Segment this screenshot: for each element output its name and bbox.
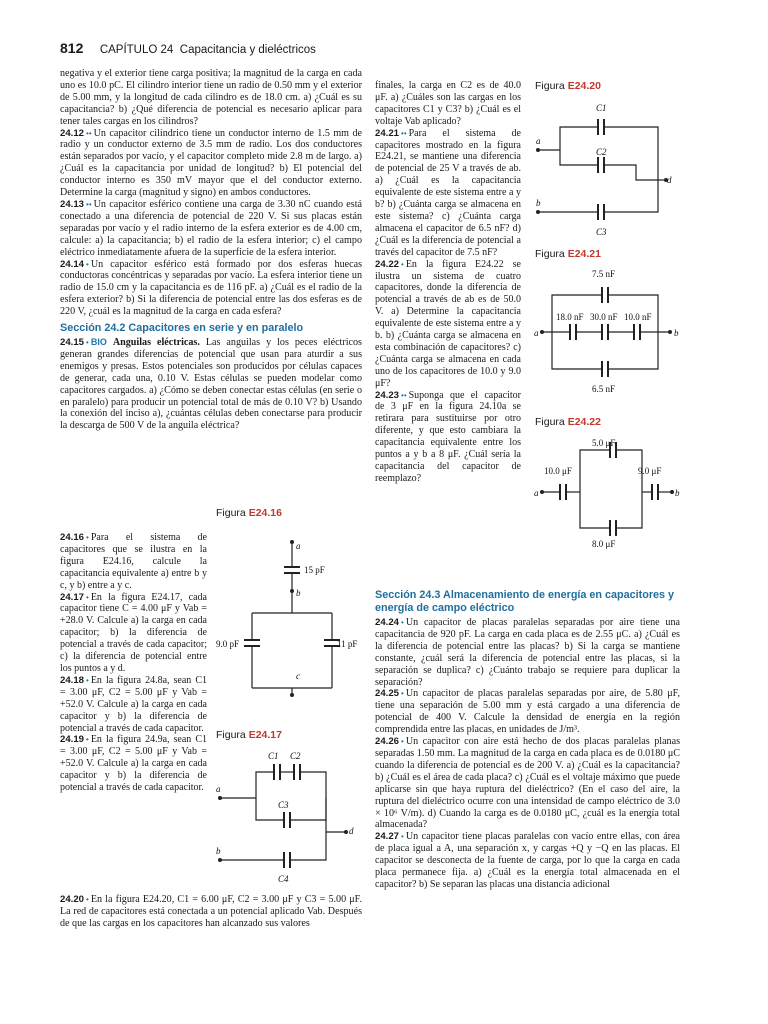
label-c1: C1 bbox=[596, 103, 607, 113]
column-2-bottom bbox=[375, 585, 680, 891]
problem-text: Un capacitor cilíndrico tiene un conductor interno de 1.5 mm de radio y un conductor externo de 3.5 mm de radio. Los dos conductores están separados por vacío, y el capacitor completo mide 2.8 m de largo. a) ¿Cuál es la capacitancia por unidad de longitud? b) El potencial del conductor interno es 350 mV mayor que el del conductor externo. Determine la carga (magnitud y signo) en ambos conductores. bbox=[60, 127, 362, 199]
page-header bbox=[60, 40, 316, 58]
problem-text: Suponga que el capacitor de 3 μF en la figura 24.10a se retirara para sustituirse por otro diferente, y que esto cambiara la capacitancia equivalente entre los puntos a y b a 8 μF. ¿Cuál sería la capacitancia del capacitor de reemplazo? bbox=[375, 389, 521, 484]
problem-24-27 bbox=[375, 831, 680, 891]
label-a: a bbox=[536, 136, 541, 146]
figure-e24-20-circuit bbox=[530, 95, 690, 240]
label-c3: C3 bbox=[278, 800, 289, 810]
figure-prefix: Figura bbox=[216, 729, 246, 741]
difficulty-dots: • bbox=[401, 737, 404, 747]
problem-text: En la figura 24.9a, sean C1 = 3.00 μF, C2 = 5.00 μF y Vab = +52.0 V. Calcule a) la carga en cada capacitor y b) la diferencia de potencial a través de cada capacitor. bbox=[60, 734, 207, 794]
problem-number: 24.16 bbox=[60, 532, 85, 543]
difficulty-dots: • bbox=[86, 895, 89, 904]
cap-label-5uf: 5.0 μF bbox=[592, 438, 616, 448]
label-c: c bbox=[296, 671, 300, 681]
figure-prefix: Figura bbox=[535, 80, 565, 92]
cap-label-9uf: 9.0 μF bbox=[638, 466, 662, 476]
problem-24-22 bbox=[375, 259, 521, 390]
problem-text: Un capacitor con aire está hecho de dos placas paralelas planas separadas 1.50 mm. La magnitud de la carga en cada placa es de 0.0180 μC cuando la diferencia de potencial es de 200 V. a) ¿Cuál es la capacitancia? b) ¿Cuál es el área de cada placa? c) ¿Cuál es el voltaje máximo que puede aplicarse sin que haya ruptura del dieléctrico? (En el caso del aire, la ruptura del dieléctrico ocurre con una intensidad de campo eléctrico de 3.0 × 10⁶ V/m). d) Cuando la carga es de 0.0180 μC, ¿cuál es la energía total almacenada? bbox=[375, 736, 680, 831]
problem-24-19 bbox=[60, 734, 207, 794]
problem-number: 24.19 bbox=[60, 734, 85, 746]
problem-number: 24.20 bbox=[60, 894, 85, 905]
problem-number: 24.21 bbox=[375, 127, 400, 139]
label-b: b bbox=[296, 588, 301, 598]
figure-e24-20-caption bbox=[535, 80, 601, 92]
label-b: b bbox=[674, 328, 679, 338]
cap-label-6-5nf: 6.5 nF bbox=[592, 384, 616, 394]
problem-text: En la figura E24.22 se ilustra un sistema de cuatro capacitores, donde la diferencia de potencial a través de ab es de 50.0 V. a) Determine la capacitancia equivalente de este sistema entre a y b. b) ¿Cuánta carga se almacena en esta combinación de capacitores? c) ¿Cuánta carga se almacena en cada uno de los capacitores de 10.0 y 9.0 μF? bbox=[375, 258, 521, 389]
problem-text: Un capacitor esférico está formado por dos esferas huecas conductoras concéntricas y separadas por vacío. La esfera interior tiene un radio de 15.0 cm y la capacitancia es de 116 pF. a) ¿Cuál es el radio de la esfera exterior? b) Si la diferencia de potencial entre las dos esferas es de 220 V, ¿cuál es la magnitud de la carga en cada esfera? bbox=[60, 258, 362, 318]
cap-label-11pf: 11 pF bbox=[337, 639, 358, 649]
problem-text: Un capacitor de placas paralelas separadas por aire tiene una capacitancia de 920 pF. La carga en cada placa es de 2.55 μC. a) ¿Cuál es la diferencia de potencial entre las placas? b) Si la carga se mantiene constante, ¿cuál será la diferencia de potencial entre las placas, si la separación se duplica? c) ¿Cuánto trabajo se requiere para duplicar la separación? bbox=[375, 617, 680, 688]
cap-label-10uf: 10.0 μF bbox=[544, 466, 572, 476]
cap-label-9pf: 9.0 pF bbox=[216, 639, 240, 649]
figure-prefix: Figura bbox=[535, 248, 565, 260]
difficulty-dots: •• bbox=[86, 128, 92, 138]
problem-continuation: negativa y el exterior tiene carga positiva; la magnitud de la carga en cada uno es 10.0 pC. El cilindro interior tiene un radio de 0.50 mm y el exterior de 5.00 mm, y la longitud de cada cilindro es de 18.0 cm. a) ¿Cuál es su capacitancia? b) ¿Qué diferencia de potencial es necesario aplicar para tener tales cargas en los cilindros? bbox=[60, 68, 362, 127]
terminal-c bbox=[290, 693, 294, 697]
difficulty-dots: •• bbox=[86, 199, 92, 209]
label-a: a bbox=[216, 784, 221, 794]
chapter-title: Capacitancia y dieléctricos bbox=[179, 44, 316, 56]
column-1-top bbox=[60, 68, 362, 432]
cap-label-10nf: 10.0 nF bbox=[624, 312, 652, 322]
difficulty-dots: • bbox=[86, 735, 89, 745]
label-c4: C4 bbox=[278, 874, 289, 884]
label-d: d bbox=[667, 175, 672, 185]
difficulty-dots: • bbox=[401, 689, 404, 699]
problem-title: Anguilas eléctricas. bbox=[112, 337, 200, 349]
section-heading: Sección 24.2 Capacitores en serie y en paralelo bbox=[60, 322, 304, 335]
problem-number: 24.13 bbox=[60, 198, 85, 210]
problem-text: Para el sistema de capacitores mostrado en la figura E24.21, se mantiene una diferencia de potencial de 25 V a través de ab. a) ¿Cuál es la capacitancia equivalente de este sistema entre a y b? b) ¿Cuánta carga se almacena en este sistema? c) ¿Cuánta carga almacena el capacitor de 6.5 nF? d) ¿Cuál es la diferencia de potencial a través del capacitor de 7.5 nF? bbox=[375, 127, 521, 258]
difficulty-dots: • bbox=[401, 618, 404, 627]
label-c1: C1 bbox=[268, 751, 279, 761]
terminal-b bbox=[290, 589, 294, 593]
problem-text: Las anguilas y los peces eléctricos generan grandes diferencias de potencial que usan para aturdir a sus enemigos y presas. Estos potenciales son producidos por células capaces de generar, cada una, 0.10 V. Estas células se pueden modelar como capacitores cargados. a) ¿Cómo se deben conectar estas células (en serie o en paralelo) para producir un potencial total de más de 0.10 V? b) Usando la conexión del inciso a), ¿cuántas células deben conectarse para producir la descarga de 500 V de la anguila eléctrica? bbox=[60, 337, 362, 432]
problem-continuation: finales, la carga en C2 es de 40.0 μF. a) ¿Cuáles son las cargas en los capacitores C1 y C3? b) ¿Cuál es el voltaje Vab aplicado? bbox=[375, 80, 521, 127]
problem-text: Un capacitor de placas paralelas separadas por aire, de 5.80 μF, tiene una separación de 5.00 mm y está cargado a una diferencia de potencial de 400 V. Calcule la densidad de energía en la región comprendida entre las placas, en unidades de J/m³. bbox=[375, 688, 680, 736]
problem-24-24 bbox=[375, 617, 680, 688]
figure-e24-21-caption bbox=[535, 248, 601, 260]
problem-number: 24.18 bbox=[60, 674, 85, 686]
figure-e24-16-circuit bbox=[210, 520, 370, 700]
cap-label-30nf: 30.0 nF bbox=[590, 312, 618, 322]
problem-24-13 bbox=[60, 199, 362, 259]
figure-e24-22-circuit bbox=[530, 430, 690, 550]
difficulty-dots: • bbox=[86, 259, 89, 269]
problem-number: 24.15 bbox=[60, 337, 85, 349]
difficulty-dots: • bbox=[86, 675, 89, 685]
figure-code: E24.20 bbox=[567, 80, 601, 92]
label-c3: C3 bbox=[596, 227, 607, 237]
difficulty-dots: • bbox=[86, 533, 89, 542]
problem-number: 24.26 bbox=[375, 736, 400, 748]
label-b: b bbox=[536, 198, 541, 208]
terminal-a bbox=[290, 540, 294, 544]
label-b: b bbox=[216, 846, 221, 856]
page-number: 812 bbox=[60, 40, 84, 56]
column-1-narrow bbox=[60, 532, 207, 794]
figure-code: E24.16 bbox=[248, 507, 282, 519]
label-b: b bbox=[675, 488, 680, 498]
column-1-bottom bbox=[60, 894, 362, 930]
problem-24-12 bbox=[60, 128, 362, 199]
cap-label-7-5nf: 7.5 nF bbox=[592, 269, 616, 279]
problem-number: 24.24 bbox=[375, 617, 400, 628]
figure-e24-21-circuit bbox=[530, 262, 690, 402]
difficulty-dots: • bbox=[86, 592, 89, 602]
figure-e24-16-caption bbox=[216, 507, 282, 519]
problem-number: 24.22 bbox=[375, 258, 400, 270]
bio-tag: BIO bbox=[90, 337, 107, 348]
problem-number: 24.17 bbox=[60, 591, 85, 603]
figure-prefix: Figura bbox=[535, 416, 565, 428]
section-heading: Sección 24.3 Almacenamiento de energía en capacitores y energía de campo eléctrico bbox=[375, 589, 675, 614]
problem-number: 24.12 bbox=[60, 127, 85, 139]
figure-e24-17-circuit bbox=[210, 742, 370, 887]
cap-label-8uf: 8.0 μF bbox=[592, 539, 616, 549]
problem-text: En la figura 24.8a, sean C1 = 3.00 μF, C2 = 5.00 μF y Vab = +52.0 V. Calcule a) la carga en cada capacitor y b) la diferencia de potencial a través de cada capacitor. bbox=[60, 674, 207, 734]
figure-code: E24.21 bbox=[567, 248, 601, 260]
problem-24-20 bbox=[60, 894, 362, 930]
column-2-narrow bbox=[375, 80, 521, 485]
problem-text: Un capacitor esférico contiene una carga de 3.30 nC cuando está conectado a una diferencia de potencial de 220 V. Si sus placas están separadas por vacío y el radio interno de la esfera exterior es de 4.00 cm, calcule: a) la capacitancia; b) el radio de la esfera interior; c) el campo eléctrico inmediatamente afuera de la superficie de la esfera interior. bbox=[60, 198, 362, 258]
label-a: a bbox=[296, 541, 301, 551]
problem-24-14 bbox=[60, 259, 362, 319]
cap-label-15pf: 15 pF bbox=[304, 565, 325, 575]
problem-text: En la figura E24.20, C1 = 6.00 μF, C2 = 3.00 μF y C3 = 5.00 μF. La red de capacitores está conectada a un potencial aplicado Vab. Después de que las cargas en los capacitores han alcanzado sus valores bbox=[60, 894, 362, 929]
problem-number: 24.23 bbox=[375, 389, 400, 401]
problem-24-23 bbox=[375, 390, 521, 485]
chapter-label: CAPÍTULO 24 bbox=[99, 44, 174, 56]
difficulty-dots: •• bbox=[401, 390, 407, 400]
difficulty-dots: • bbox=[86, 338, 89, 348]
problem-24-18 bbox=[60, 675, 207, 735]
figure-code: E24.22 bbox=[567, 416, 601, 428]
figure-code: E24.17 bbox=[248, 729, 282, 741]
problem-text: Para el sistema de capacitores que se ilustra en la figura E24.16, calcule la capacitancia equivalente a) entre b y c, y b) entre a y c. bbox=[60, 532, 207, 591]
problem-24-26 bbox=[375, 736, 680, 831]
figure-e24-22-caption bbox=[535, 416, 601, 428]
label-a: a bbox=[534, 488, 539, 498]
difficulty-dots: • bbox=[401, 832, 404, 842]
problem-number: 24.27 bbox=[375, 831, 400, 843]
label-c2: C2 bbox=[290, 751, 301, 761]
problem-24-15 bbox=[60, 337, 362, 432]
problem-24-16 bbox=[60, 532, 207, 592]
problem-24-17 bbox=[60, 592, 207, 675]
problem-24-21 bbox=[375, 128, 521, 259]
difficulty-dots: •• bbox=[401, 128, 407, 138]
figure-prefix: Figura bbox=[216, 507, 246, 519]
problem-number: 24.25 bbox=[375, 688, 400, 700]
problem-text: En la figura E24.17, cada capacitor tiene C = 4.00 μF y Vab = +28.0 V. Calcule a) la carga en cada capacitor; b) la diferencia de potencial a través de cada capacitor; c) la diferencia de potencial entre los puntos a y d. bbox=[60, 591, 207, 674]
difficulty-dots: • bbox=[401, 259, 404, 269]
figure-e24-17-caption bbox=[216, 729, 282, 741]
label-d: d bbox=[349, 826, 354, 836]
problem-number: 24.14 bbox=[60, 258, 85, 270]
cap-label-18nf: 18.0 nF bbox=[556, 312, 584, 322]
problem-text: Un capacitor tiene placas paralelas con vacío entre ellas, con área de placa igual a A, una separación x, y cargas +Q y −Q en las placas. El capacitor se desconecta de la fuente de carga, por lo que la carga en cada placa permanece fija. a) ¿Cuál es la energía total almacenada en el capacitor? b) Se separan las placas una distancia adicional bbox=[375, 831, 680, 890]
problem-24-25 bbox=[375, 688, 680, 736]
label-a: a bbox=[534, 328, 539, 338]
label-c2: C2 bbox=[596, 147, 607, 157]
